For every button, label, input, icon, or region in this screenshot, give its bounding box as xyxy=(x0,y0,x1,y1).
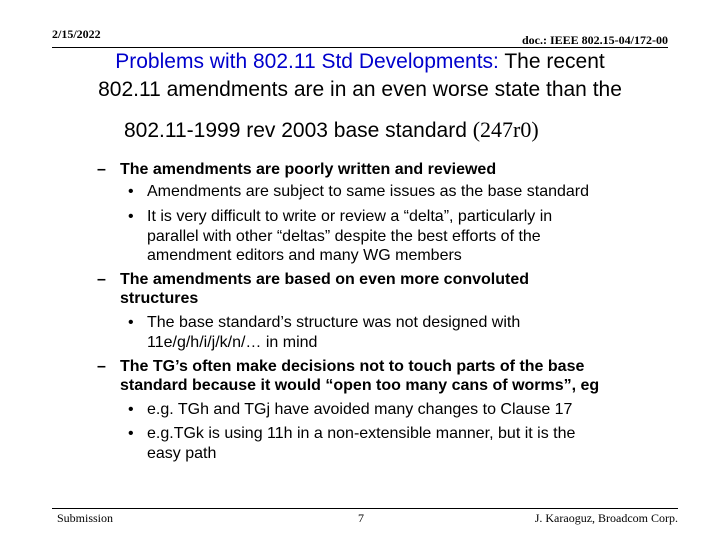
footer-divider xyxy=(52,508,678,509)
header-doc-id: doc.: IEEE 802.15-04/172-00 xyxy=(521,33,668,47)
bullet-marker: • xyxy=(128,183,134,200)
bullet-text: The amendments are based on even more convoluted xyxy=(120,271,529,288)
title-line-3-text: 802.11-1999 rev 2003 base standard xyxy=(124,119,473,142)
bullet-text: e.g. TGh and TGj have avoided many changes to Clause 17 xyxy=(147,401,573,418)
bullet-text: The amendments are poorly written and reviewed xyxy=(120,161,497,178)
bullet-text: It is very difficult to write or review a “delta”, particularly in xyxy=(147,208,553,225)
title-reference: (247r0) xyxy=(472,117,539,142)
bullet-text: parallel with other “deltas” despite the best efforts of the xyxy=(147,227,541,245)
bullet-marker: – xyxy=(97,358,106,375)
title-line-3 xyxy=(124,116,539,145)
bullet-text: The base standard’s structure was not designed with xyxy=(147,314,521,331)
bullet-text: 11e/g/h/i/j/k/n/… in mind xyxy=(147,333,318,351)
bullet-text: amendment editors and many WG members xyxy=(147,247,462,264)
bullet-marker: • xyxy=(128,401,134,418)
bullet-marker: – xyxy=(97,161,106,178)
bullet-marker: • xyxy=(128,208,134,225)
title-line-1 xyxy=(40,48,680,75)
header-date: 2/15/2022 xyxy=(52,27,101,41)
title-rest: The recent xyxy=(498,50,605,73)
bullet-marker: • xyxy=(128,314,134,331)
bullet-text: The TG’s often make decisions not to touch parts of the base xyxy=(120,358,585,375)
bullet-text: standard because it would “open too many cans of worms”, eg xyxy=(120,377,600,394)
footer-author: J. Karaoguz, Broadcom Corp. xyxy=(534,511,678,525)
bullet-text: structures xyxy=(120,290,199,307)
bullet-text: easy path xyxy=(147,444,217,462)
footer-page-number: 7 xyxy=(358,511,364,525)
bullet-text: Amendments are subject to same issues as the base standard xyxy=(147,183,590,200)
bullet-marker: – xyxy=(97,271,106,288)
title-highlight: Problems with 802.11 Std Developments: xyxy=(115,50,499,73)
bullet-marker: • xyxy=(128,425,134,442)
bullet-text: e.g.TGk is using 11h in a non-extensible manner, but it is the xyxy=(147,425,576,442)
title-line-2: 802.11 amendments are in an even worse state than the xyxy=(98,78,622,101)
footer-submission: Submission xyxy=(57,511,114,525)
